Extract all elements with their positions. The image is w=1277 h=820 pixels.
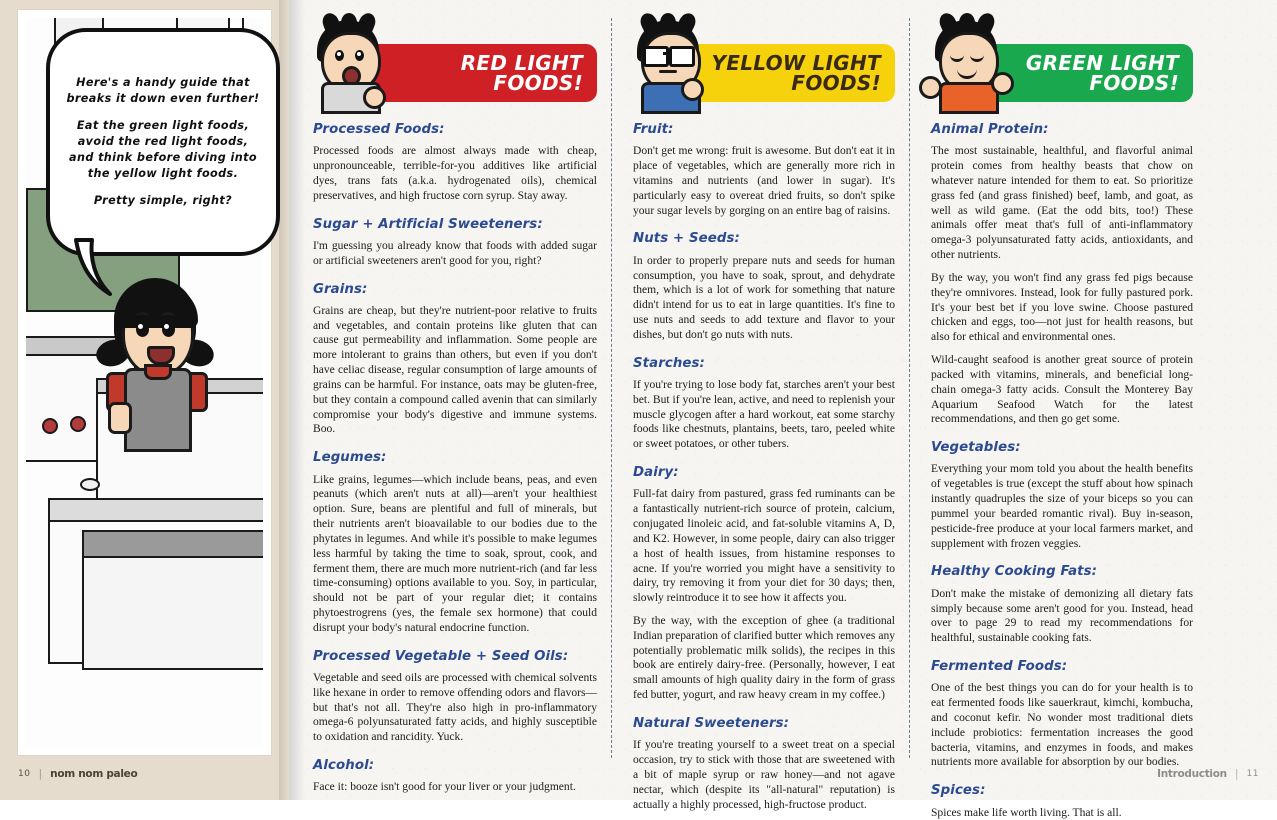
- heading-dairy: Dairy:: [633, 465, 679, 481]
- bubble-line-3: Pretty simple, right?: [93, 193, 233, 207]
- heading-sugar-sweeteners: Sugar + Artificial Sweeteners:: [313, 216, 543, 232]
- banner-green-wrap: [931, 14, 1193, 110]
- heading-healthy-cooking-fats: Healthy Cooking Fats:: [931, 564, 1098, 580]
- section-title: Introduction: [1157, 767, 1227, 780]
- banner-green-title: [1026, 53, 1179, 93]
- thinking-boy-with-glasses-icon: [629, 20, 711, 106]
- banner-yellow-wrap: [633, 14, 895, 110]
- paragraph-natural-sweeteners: If you're treating yourself to a sweet treat on a special occasion, try to stick with those that are sweetened with a bit of maple syrup or raw honey—and not agave nectar, which (despite its "all-natural" reputation) is actually a highly processed, high-fructose product.: [633, 739, 895, 811]
- heading-grains: Grains:: [313, 281, 368, 297]
- paragraph-grains: Grains are cheap, but they're nutrient-poor relative to fruits and vegetables, and contain proteins like gluten that can cause gut permeability and inflammation. Some people are more intolerant to grains than others, but even if you don't have celiac disease, regular consumption of large amounts of grains can be harmful. For instance, oats may be gluten-free, but they contain a compound called avenin that can similarly compromise your body's digestive and immune systems. Boo.: [313, 304, 597, 436]
- banner-red-line-1: RED LIGHT: [460, 51, 583, 75]
- paragraph-dairy-1: Full-fat dairy from pastured, grass fed ruminants can be a fantastically nutrient-rich source of protein, calcium, conjugated linoleic acid, and fat-soluble vitamins A, D, and K2. However, in some people, dairy can also trigger a host of health issues, from histamine responses to acne. If you're worried you might have a sensitivity to dairy, try removing it from your diet for 30 days; then, slowly reintroduce it to see how it affects you.: [633, 488, 895, 605]
- heading-legumes: Legumes:: [313, 450, 387, 466]
- paragraph-animal-protein-2: By the way, you won't find any grass fed pigs because they're omnivores. Instead, look for fully pastured pork. It's your best bet if you love swine. Choose pastured chicken and eggs, too—not just for health reasons, but also for ethical and environmental ones.: [931, 271, 1193, 344]
- speech-bubble: [46, 28, 280, 256]
- banner-yellow-title: [711, 53, 881, 93]
- column-yellow-light: [611, 14, 895, 811]
- paragraph-vegetable-seed-oils: Vegetable and seed oils are processed with chemical solvents like hexane in order to remove offending odors and flavors—but that's not all. They're also high in pro-inflammatory omega-6 polyunsaturated fatty acids, and highly susceptible to oxidation and rancidity. Yuck.: [313, 671, 597, 744]
- paragraph-sugar-sweeteners: I'm guessing you already know that foods with added sugar or artificial sweeteners aren't good for you, right?: [313, 239, 597, 267]
- right-page-number: 11: [1246, 768, 1259, 779]
- paragraph-animal-protein-3: Wild-caught seafood is another great source of protein packed with vitamins, minerals, and beneficial long-chain omega-3 fatty acids. Consult the Monterey Bay Aquarium Seafood Watch for the latest recommendations, and then go get some.: [931, 354, 1193, 426]
- left-page-number: 10: [18, 768, 31, 779]
- paragraph-starches: If you're trying to lose body fat, starches aren't your best bet. But if you're lean, active, and need to replenish your muscle glycogen after a hard workout, eat some starchy foods like chestnuts, plantains, beets, taro, peeled white or sweet potatoes, or other tubers.: [633, 378, 895, 451]
- banner-green-line-1: GREEN LIGHT: [1025, 51, 1179, 75]
- heading-processed-foods: Processed Foods:: [313, 122, 445, 137]
- paragraph-dairy-2: By the way, with the exception of ghee (a traditional Indian preparation of clarified butter which removes any potentially problematic milk solids), the recipes in this book are entirely dairy-free. (Personally, however, I eat small amounts of high quality dairy in the form of grass fed butter, yogurt, and raw heavy cream in my coffee.): [633, 615, 895, 702]
- heading-fermented-foods: Fermented Foods:: [931, 659, 1068, 675]
- right-page-footer: [1157, 767, 1259, 780]
- left-page-footer: [18, 767, 137, 780]
- paragraph-alcohol: Face it: booze isn't good for your liver or your judgment.: [313, 781, 576, 794]
- speech-bubble-text: [50, 75, 276, 208]
- thumbs-down-boy-icon: [309, 20, 391, 106]
- footer-separator-right: |: [1234, 767, 1239, 780]
- bubble-line-1: Here's a handy guide that breaks it down even further!: [66, 76, 260, 106]
- happy-boy-arms-up-icon: [927, 20, 1009, 106]
- banner-green-line-2: FOODS!: [1089, 71, 1179, 95]
- girl-character: [100, 278, 210, 468]
- paragraph-nuts-seeds: In order to properly prepare nuts and seeds for human consumption, you have to soak, sprout, and dehydrate them, which is a lot of work for something that nature didn't intend for us to eat in large quantities. It's fine to use nuts and seeds to add texture and flavor to your dishes, but don't go nuts with nuts.: [633, 254, 895, 341]
- paragraph-animal-protein-1: The most sustainable, healthful, and flavorful animal protein comes from healthy beasts that chow on whatever nature intended for them to eat. So prioritize grass fed (and grass finished) beef, lamb, and goat, as well as wild game. (Eat the odd bits, too!) These animals offer meat that's full of anti-inflammatory omega-3 polyunsaturated fatty acids, antioxidants, and other nutrients.: [931, 145, 1193, 262]
- banner-yellow-line-2: FOODS!: [791, 71, 881, 95]
- paragraph-fermented-foods: One of the best things you can do for your health is to eat fermented foods like sauerkraut, kimchi, kombucha, and coconut kefir. No wonder most traditional diets include probiotics: fermentation increases the good bacteria, vitamins, and enzymes in foods, and makes nutrients more available for absorption by our bodies.: [931, 682, 1193, 769]
- paragraph-processed-foods: Processed foods are almost always made with cheap, unpronounceable, terrible-for-you additives like artificial dyes, trans fats (a.k.a. hydrogenated oils), chemical preservatives, and high fructose corn syrup. Stay away.: [313, 145, 597, 202]
- heading-vegetables: Vegetables:: [931, 440, 1021, 456]
- right-page: [289, 0, 1277, 819]
- heading-starches: Starches:: [633, 355, 705, 371]
- column-red-light: [313, 14, 597, 800]
- footer-separator: |: [38, 767, 43, 780]
- paragraph-spices: Spices make life worth living. That is all.: [931, 806, 1122, 819]
- paragraph-legumes: Like grains, legumes—which include beans, peas, and even peanuts (which aren't nuts at all)—aren't your healthiest option. Sure, beans are plentiful and full of minerals, but their nutrients aren't bioavailable to our bodies due to the phytates in legumes. And while it's possible to make legumes less harmful by taking the time to soak, sprout, cook, and ferment them, there are much more nutrient-rich (and far less time-consuming) options available to you. Soy, in particular, should not be part of your regular diet; it contains phytoestrogrens (yes, the female sex hormone) that could disrupt your body's natural endocrine function.: [313, 473, 597, 634]
- comic-panel: [18, 10, 271, 755]
- heading-fruit: Fruit:: [633, 122, 674, 137]
- banner-red-line-2: FOODS!: [493, 71, 583, 95]
- paragraph-vegetables: Everything your mom told you about the health benefits of vegetables is true (except the stuff about how spinach instantly quadruples the size of your biceps so you can pummel your bearded romantic rival). Buy in-season, pesticide-free produce at your local farmers market, and supplement with frozen veggies.: [931, 463, 1193, 550]
- heading-spices: Spices:: [931, 783, 986, 799]
- column-green-light: [909, 14, 1193, 819]
- heading-vegetable-seed-oils: Processed Vegetable + Seed Oils:: [313, 648, 569, 664]
- book-title: nom nom paleo: [50, 767, 138, 780]
- banner-yellow-line-1: YELLOW LIGHT: [711, 51, 881, 75]
- heading-animal-protein: Animal Protein:: [931, 122, 1049, 137]
- heading-natural-sweeteners: Natural Sweeteners:: [633, 715, 790, 731]
- paragraph-fruit: Don't get me wrong: fruit is awesome. But don't eat it in place of vegetables, which are generally more rich in vitamins and nutrients (and lower in sugar). It's particularly easy to overeat dried fruits, so don't spike your sugar levels by gorging on an entire bag of raisins.: [633, 145, 895, 217]
- left-page: [0, 0, 289, 800]
- banner-red-title: [461, 53, 583, 93]
- heading-alcohol: Alcohol:: [313, 758, 375, 774]
- paragraph-healthy-cooking-fats: Don't make the mistake of demonizing all dietary fats simply because some aren't good for you. Instead, head over to page 29 to read my recommendations for healthful, sustainable cooking fats.: [931, 587, 1193, 645]
- heading-nuts-seeds: Nuts + Seeds:: [633, 231, 740, 247]
- glasses-icon: [643, 46, 695, 62]
- banner-red-wrap: [313, 14, 597, 110]
- bubble-line-2: Eat the green light foods, avoid the red light foods, and think before diving into the yellow light foods.: [69, 119, 257, 180]
- speech-bubble-tail: [70, 238, 124, 296]
